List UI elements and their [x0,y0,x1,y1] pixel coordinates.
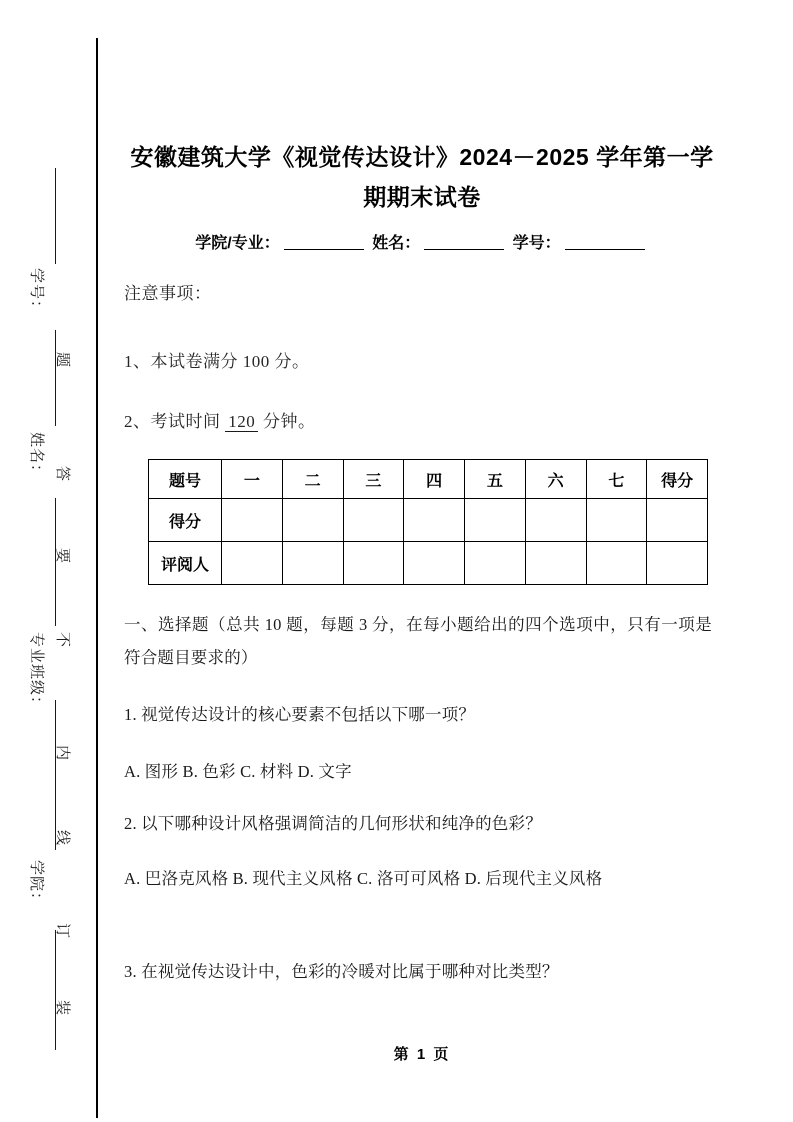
score-table-header-5: 五 [465,460,526,499]
notice-duration-value: 120 [225,412,258,432]
department-label: 学院/专业： [195,235,280,252]
score-cell[interactable] [465,499,526,542]
score-table-header-1: 一 [222,460,283,499]
student-info-line [124,230,720,253]
department-blank[interactable] [284,249,364,250]
score-table-header-6: 六 [525,460,586,499]
binding-seal-char-2: 要 [54,548,70,565]
question-options-1: A. 图形 B. 色彩 C. 材料 D. 文字 [124,762,352,781]
binding-seal-char-5: 线 [54,830,70,847]
page-title: 安徽建筑大学《视觉传达设计》2024－2025 学年第一学期期末试卷 [130,144,714,211]
binding-seal-char-6: 订 [54,923,70,940]
score-table-header-8: 得分 [647,460,708,499]
binding-rule-outer [96,38,98,1118]
binding-seal-char-0: 题 [54,352,70,369]
score-cell[interactable] [222,499,283,542]
score-table-header-0: 题号 [149,460,222,499]
binding-rule-inner-seg-5 [55,930,56,1050]
student-id-blank[interactable] [565,249,645,250]
reviewer-cell[interactable] [465,542,526,585]
reviewer-cell[interactable] [525,542,586,585]
score-cell[interactable] [525,499,586,542]
name-label: 姓名： [372,235,421,252]
reviewer-cell[interactable] [222,542,283,585]
page-body [124,0,724,1122]
reviewer-cell[interactable] [404,542,465,585]
score-row-label-reviewer: 评阅人 [149,542,222,585]
score-cell[interactable] [586,499,647,542]
score-table-header-3: 三 [343,460,404,499]
score-table-header-4: 四 [404,460,465,499]
table-row-header [149,460,708,499]
question-options-2: A. 巴洛克风格 B. 现代主义风格 C. 洛可可风格 D. 后现代主义风格 [124,869,603,888]
binding-rule-inner-seg-4 [55,700,56,850]
reviewer-cell[interactable] [282,542,343,585]
question-stem-1: 1. 视觉传达设计的核心要素不包括以下哪一项？ [124,705,476,724]
binding-seal-char-3: 不 [54,632,70,649]
binding-margin [0,0,110,1122]
reviewer-cell[interactable] [586,542,647,585]
score-cell[interactable] [282,499,343,542]
section-heading-1: 一、选择题（总共 10 题，每题 3 分，在每小题给出的四个选项中，只有一项是符合题目要求的） [124,615,712,667]
score-cell[interactable] [343,499,404,542]
score-cell[interactable] [404,499,465,542]
notice-item-duration [124,410,316,434]
reviewer-cell[interactable] [343,542,404,585]
student-id-label: 学号： [512,235,561,252]
notice-heading: 注意事项： [124,284,212,303]
binding-seal-char-4: 内 [54,745,70,762]
notice-duration-suffix: 分钟。 [258,412,316,431]
binding-field-label-name: 姓名： [28,432,44,481]
table-row [149,499,708,542]
score-table-header-2: 二 [282,460,343,499]
binding-field-label-class: 专业班级： [28,632,44,713]
score-cell[interactable] [647,499,708,542]
binding-field-label-student-id: 学号： [28,268,44,317]
table-row [149,542,708,585]
question-stem-3: 3. 在视觉传达设计中，色彩的冷暖对比属于哪种对比类型？ [124,962,559,981]
binding-rule-inner-seg-1 [55,168,56,264]
score-table [148,459,708,585]
notice-duration-prefix: 2、考试时间 [124,412,226,431]
binding-seal-char-7: 装 [54,1000,70,1017]
score-table-header-7: 七 [586,460,647,499]
binding-field-label-department: 学院： [28,860,44,909]
binding-rule-inner-seg-2 [55,330,56,426]
name-blank[interactable] [424,249,504,250]
binding-seal-char-1: 答 [54,466,70,483]
score-row-label-score: 得分 [149,499,222,542]
page-footer: 第 1 页 [393,1046,451,1063]
question-stem-2: 2. 以下哪种设计风格强调简洁的几何形状和纯净的色彩？ [124,814,542,833]
reviewer-cell[interactable] [647,542,708,585]
notice-item-total-score: 1、本试卷满分 100 分。 [124,352,310,371]
